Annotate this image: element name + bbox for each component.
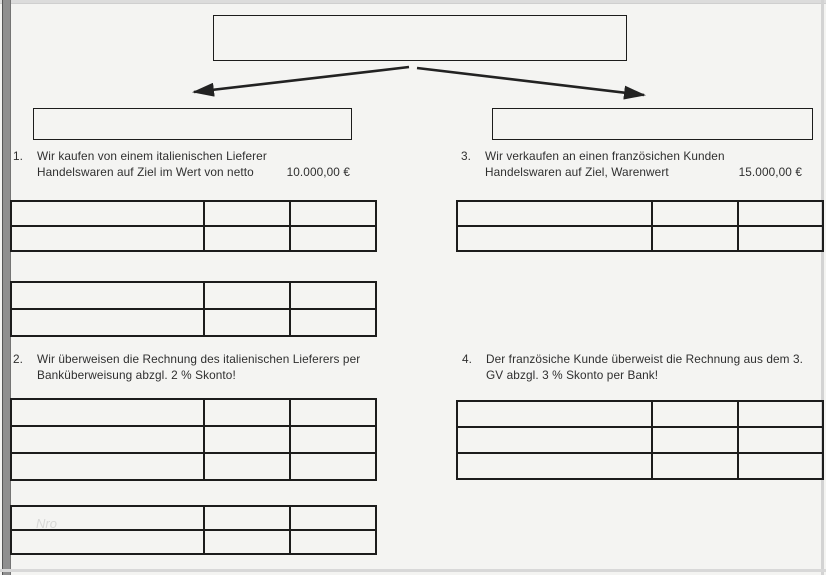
table-row (11, 530, 376, 554)
item-3-amount: 15.000,00 € (738, 165, 802, 179)
table-cell (290, 453, 376, 480)
table-cell (290, 282, 376, 309)
table-cell (652, 201, 738, 226)
table-cell (11, 226, 204, 251)
table-cell (11, 201, 204, 226)
table-cell (11, 426, 204, 453)
table-cell (738, 401, 823, 427)
table-row (11, 426, 376, 453)
booking-table-item4 (456, 400, 824, 480)
table-cell (290, 506, 376, 530)
table-row (457, 401, 823, 427)
table-cell (204, 201, 290, 226)
item-4-number: 4. (462, 352, 473, 366)
page-edge-bottom (0, 569, 826, 572)
booking-table-item2-b (10, 505, 377, 555)
booking-table-item1-b (10, 281, 377, 337)
item-2-line1: Wir überweisen die Rechnung des italienischen Lieferers per (37, 352, 361, 366)
booking-table-item3 (456, 200, 824, 252)
table-row (11, 282, 376, 309)
table-row (11, 399, 376, 426)
table-cell (738, 201, 823, 226)
table-cell (290, 226, 376, 251)
item-1-amount: 10.000,00 € (286, 165, 350, 179)
table-row (457, 453, 823, 479)
item-2-number: 2. (13, 352, 24, 366)
booking-table-item2-a (10, 398, 377, 481)
arrow-to-left-box (194, 67, 409, 92)
item-3-line2-text: Handelswaren auf Ziel, Warenwert (485, 165, 669, 179)
page-edge-right (821, 0, 824, 575)
table-cell (652, 427, 738, 453)
booking-table-item1-a (10, 200, 377, 252)
table-cell (457, 427, 652, 453)
table-row (11, 453, 376, 480)
table-cell (204, 426, 290, 453)
table-cell (204, 506, 290, 530)
table-cell (204, 226, 290, 251)
table-cell (457, 453, 652, 479)
table-row (457, 201, 823, 226)
arrow-to-right-box (417, 68, 644, 95)
exercise-item-3 (461, 148, 802, 180)
item-2-line2: Banküberweisung abzgl. 2 % Skonto! (37, 368, 236, 382)
table-cell (204, 309, 290, 336)
faint-watermark: Nro (36, 516, 57, 531)
table-cell (738, 453, 823, 479)
table-cell (290, 530, 376, 554)
table-row (11, 506, 376, 530)
table-cell (11, 399, 204, 426)
table-cell (457, 401, 652, 427)
table-cell (290, 426, 376, 453)
item-1-line2-text: Handelswaren auf Ziel im Wert von netto (37, 165, 254, 179)
table-cell (204, 530, 290, 554)
table-cell (204, 282, 290, 309)
exercise-item-2 (13, 351, 397, 383)
table-cell (290, 309, 376, 336)
exercise-item-1 (13, 148, 350, 180)
table-row (457, 226, 823, 251)
table-cell (204, 399, 290, 426)
table-cell (11, 530, 204, 554)
table-cell (290, 201, 376, 226)
table-cell (738, 226, 823, 251)
table-cell (457, 226, 652, 251)
flowchart-left-box (33, 108, 352, 140)
table-row (11, 226, 376, 251)
item-3-number: 3. (461, 149, 472, 163)
table-row (457, 427, 823, 453)
item-4-line1: Der französiche Kunde überweist die Rechnung aus dem 3. (486, 352, 803, 366)
flowchart-top-box (213, 15, 627, 61)
item-3-line2 (485, 164, 802, 180)
table-cell (738, 427, 823, 453)
table-row (11, 201, 376, 226)
flowchart-right-box (492, 108, 813, 140)
page-edge-top (0, 0, 826, 4)
table-cell (11, 282, 204, 309)
table-cell (652, 226, 738, 251)
item-4-line2: GV abzgl. 3 % Skonto per Bank! (486, 368, 659, 382)
item-1-line1: Wir kaufen von einem italienischen Lieferer (37, 149, 267, 163)
table-cell (457, 201, 652, 226)
table-cell (290, 399, 376, 426)
table-cell (11, 453, 204, 480)
exercise-item-4 (462, 351, 826, 383)
table-cell (204, 453, 290, 480)
item-1-line2 (37, 164, 350, 180)
table-cell (11, 309, 204, 336)
table-cell (652, 401, 738, 427)
table-cell (652, 453, 738, 479)
item-1-number: 1. (13, 149, 24, 163)
item-3-line1: Wir verkaufen an einen französichen Kunden (485, 149, 725, 163)
table-row (11, 309, 376, 336)
